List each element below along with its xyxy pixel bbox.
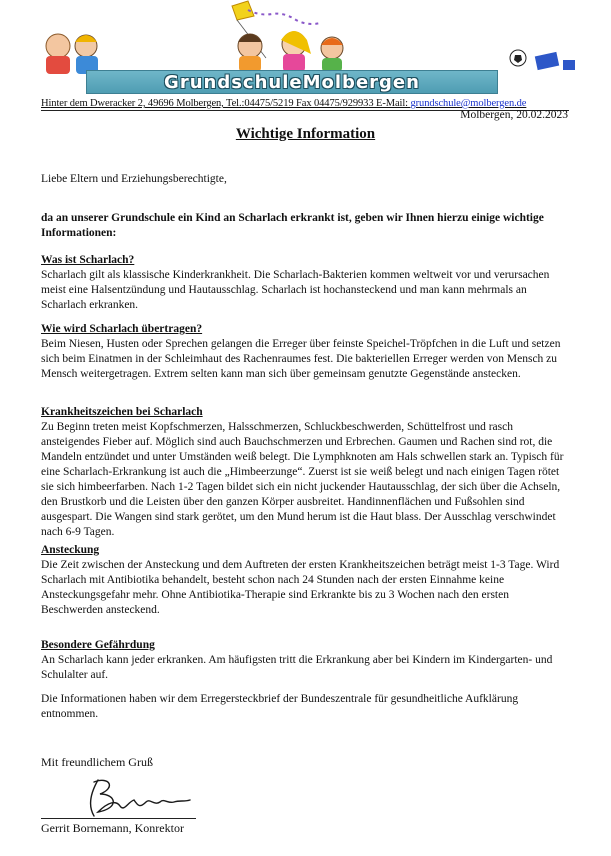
section-symptoms: [41, 405, 573, 540]
signature-line: [41, 818, 196, 819]
section-risk: [41, 638, 573, 683]
school-name-right: Molbergen: [302, 71, 420, 93]
intro-paragraph: da an unserer Grundschule ein Kind an Scharlach erkrankt ist, geben wir Ihnen hierzu einige wichtige Informationen:: [41, 212, 544, 239]
section-heading: Besondere Gefährdung: [41, 639, 155, 651]
handwritten-signature: [50, 772, 210, 822]
letter-date: Molbergen, 20.02.2023: [460, 109, 568, 121]
section-heading: Krankheitszeichen bei Scharlach: [41, 406, 203, 418]
section-transmission: [41, 322, 573, 382]
section-body: Die Zeit zwischen der Ansteckung und dem Auftreten der ersten Krankheitszeichen beträgt meist 1-3 Tage. Wird Scharlach mit Antibiotika behandelt, besteht schon nach 24 Stunden nach der ersten Einnahme keine Ansteckungsgefahr mehr. Ohne Antibiotika-Therapie sind Erkrankte bis zu 3 Wochen nach den ersten Beschwerden ansteckend.: [41, 559, 560, 616]
section-body: Scharlach gilt als klassische Kinderkrankheit. Die Scharlach-Bakterien kommen weltweit vor und verursachen meist eine Halsentzündung und Hautausschlag. Scharlach ist hochansteckend und man kann mehrmals an Scharlach erkranken.: [41, 269, 550, 311]
source-note-text: Die Informationen haben wir dem Erregersteckbrief der Bundeszentrale für gesundheitliche Aufklärung entnommen.: [41, 693, 519, 720]
school-name-left: Grundschule: [164, 71, 303, 93]
section-heading: Wie wird Scharlach übertragen?: [41, 323, 203, 335]
section-heading: Ansteckung: [41, 544, 100, 556]
school-name-banner: [86, 70, 498, 94]
section-body: Beim Niesen, Husten oder Sprechen gelangen die Erreger über feinste Speichel-Tröpfchen in die Luft und setzen sich beim Einatmen in der Schleimhaut des Rachenraumes fest. Die bakteriellen Erreger werden von Mensch zu Mensch weitergetragen. Extrem selten kann man sich über gemeinsam genutzte Gegenstände anstecken.: [41, 338, 561, 380]
page-title: Wichtige Information: [235, 126, 376, 142]
section-what-is: [41, 253, 573, 313]
email-link[interactable]: grundschule@molbergen.de: [410, 98, 527, 109]
address-text: Hinter dem Dweracker 2, 49696 Molbergen, Tel.:04475/5219 Fax 04475/929933 E-Mail:: [41, 98, 411, 109]
source-note: [41, 692, 573, 722]
section-heading: Was ist Scharlach?: [41, 254, 135, 266]
signer-name: Gerrit Bornemann, Konrektor: [41, 821, 184, 835]
section-body: An Scharlach kann jeder erkranken. Am häufigsten tritt die Erkrankung aber bei Kindern im Kindergarten- und Schulalter auf.: [41, 654, 553, 681]
school-address: [41, 98, 526, 109]
section-infection: [41, 543, 573, 618]
salutation: Liebe Eltern und Erziehungsberechtigte,: [41, 173, 227, 185]
closing-greeting: Mit freundlichem Gruß: [41, 755, 153, 769]
section-body: Zu Beginn treten meist Kopfschmerzen, Halsschmerzen, Schluckbeschwerden, Schüttelfrost und rasch ansteigendes Fieber auf. Möglich sind auch Bauchschmerzen und Erbrechen. Gaumen und Rachen sind rot, die Mandeln entzündet und unter Umständen weiß belegt. Die Lymphknoten am Hals schwellen stark an. Typisch für eine Scharlach-Erkrankung ist auch die „Himbeerzunge“. Zuerst ist sie weiß belegt und nach einigen Tagen rötet sie sich himbeerfarben. Nach 1-2 Tagen bildet sich ein nicht juckender Hautausschlag, der sich über die Achseln, den Brustkorb und die Leisten über den ganzen Körper ausbreitet. Handinnenflächen und Fußsohlen sind ausgespart. Die Wangen sind stark gerötet, um den Mund herum ist die Haut blass. Der Ausschlag verschwindet nach 6-9 Tagen.: [41, 421, 564, 538]
